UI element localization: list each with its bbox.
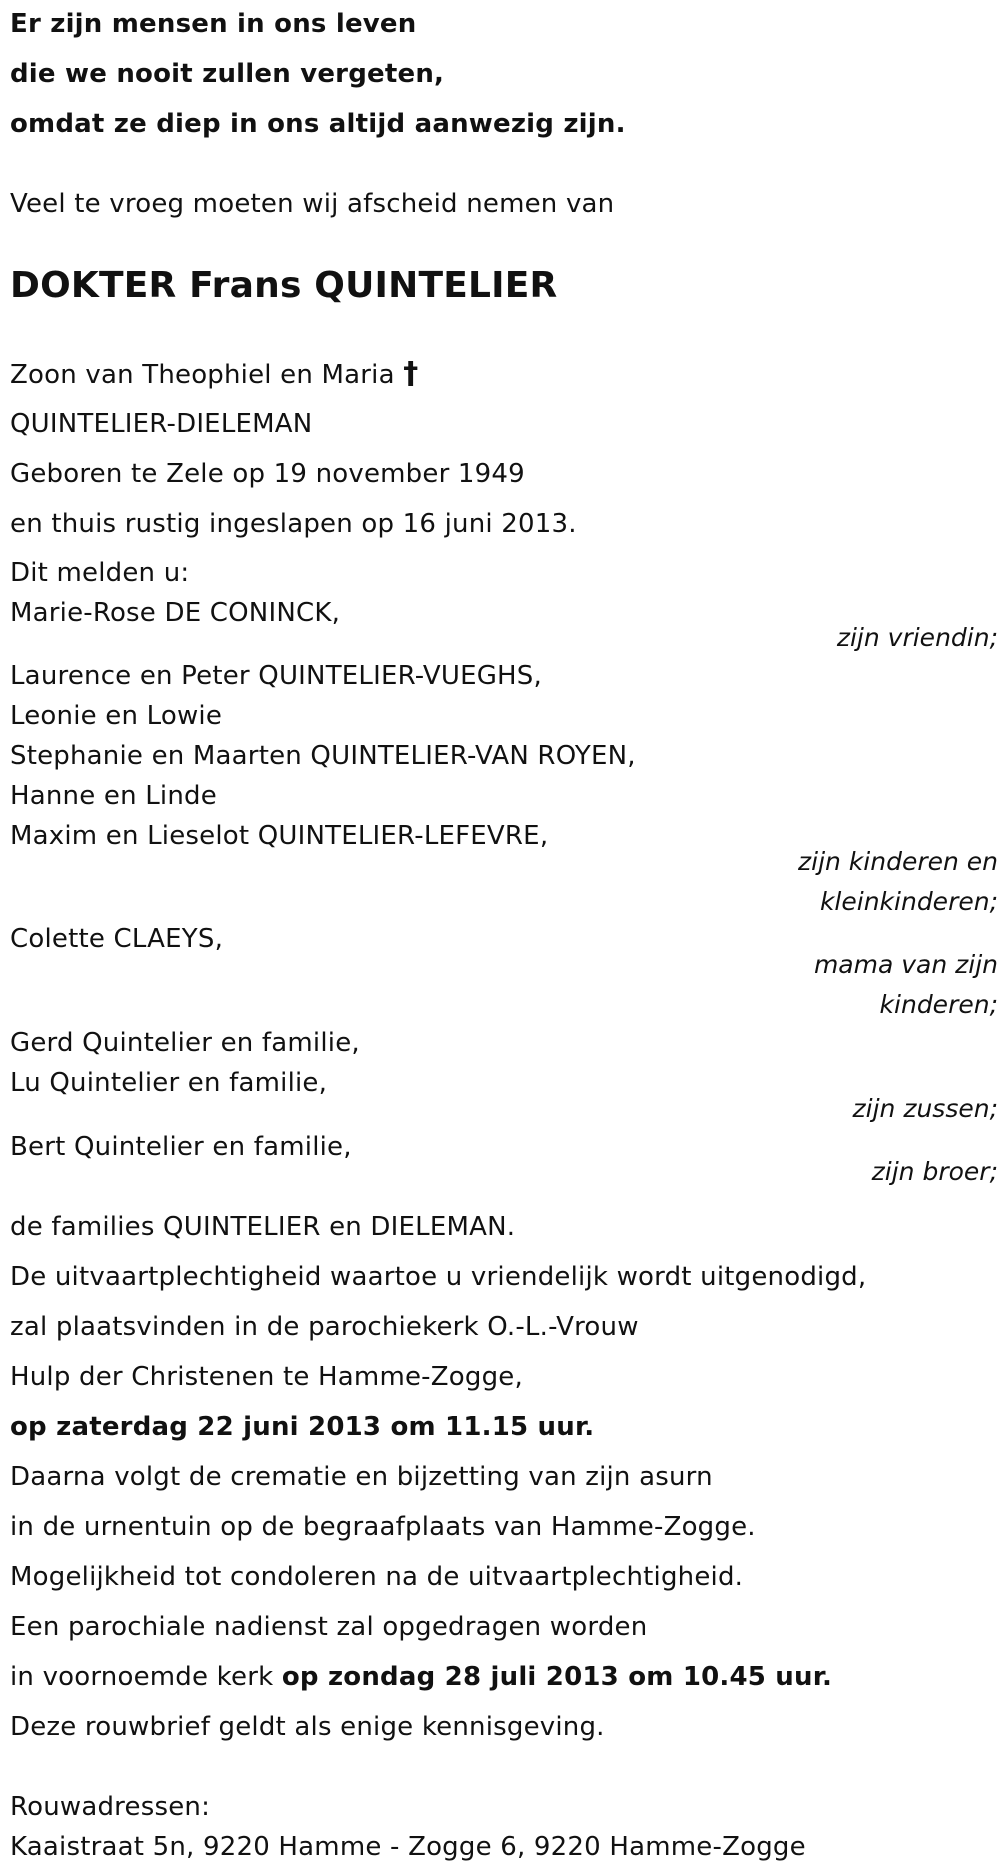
birth-line: Geboren te Zele op 19 november 1949 (10, 459, 525, 489)
ceremony-line-9 (10, 1660, 832, 1694)
ceremony-line-10: Deze rouwbrief geldt als enige kennisgeving. (10, 1712, 605, 1742)
ceremony-line-8: Een parochiale nadienst zal opgedragen worden (10, 1612, 648, 1642)
relation-1: zijn vriendin; (836, 623, 998, 652)
mourner-5: Hanne en Linde (10, 781, 217, 811)
ceremony-date: op zaterdag 22 juni 2013 om 11.15 uur. (10, 1412, 595, 1442)
ceremony-line-3: Hulp der Christenen te Hamme-Zogge, (10, 1362, 523, 1392)
memorial-service-date: op zondag 28 juli 2013 om 10.45 uur. (281, 1662, 833, 1692)
mourner-10: Bert Quintelier en familie, (10, 1132, 352, 1162)
ceremony-line-5: Daarna volgt de crematie en bijzetting van zijn asurn (10, 1462, 713, 1492)
son-of-text: Zoon van Theophiel en Maria (10, 360, 395, 390)
mourner-1: Marie-Rose DE CONINCK, (10, 598, 341, 628)
ceremony-line-9-text: in voornoemde kerk (10, 1662, 282, 1692)
ceremony-line-1: De uitvaartplechtigheid waartoe u vriendelijk wordt uitgenodigd, (10, 1262, 867, 1292)
son-of-line (10, 357, 418, 392)
parents-surname: QUINTELIER-DIELEMAN (10, 409, 313, 439)
relation-2b: kleinkinderen; (819, 887, 998, 916)
verse-line-1: Er zijn mensen in ons leven (10, 9, 417, 39)
relation-3b: kinderen; (879, 990, 998, 1019)
mourner-7: Colette CLAEYS, (10, 924, 224, 954)
mourner-6: Maxim en Lieselot QUINTELIER-LEFEVRE, (10, 821, 549, 851)
obituary-page (10, 0, 998, 1874)
deceased-name: DOKTER Frans QUINTELIER (10, 265, 558, 306)
mourner-2: Laurence en Peter QUINTELIER-VUEGHS, (10, 661, 542, 691)
relation-4: zijn zussen; (852, 1094, 998, 1123)
cross-icon: † (403, 356, 419, 391)
verse-line-3: omdat ze diep in ons altijd aanwezig zijn. (10, 109, 626, 139)
mourner-8: Gerd Quintelier en familie, (10, 1028, 360, 1058)
relation-3a: mama van zijn (813, 950, 998, 979)
death-line: en thuis rustig ingeslapen op 16 juni 2013. (10, 509, 577, 539)
mourner-9: Lu Quintelier en familie, (10, 1068, 328, 1098)
ceremony-line-6: in de urnentuin op de begraafplaats van Hamme-Zogge. (10, 1512, 756, 1542)
mourner-3: Leonie en Lowie (10, 701, 223, 731)
ceremony-line-7: Mogelijkheid tot condoleren na de uitvaartplechtigheid. (10, 1562, 744, 1592)
ceremony-line-2: zal plaatsvinden in de parochiekerk O.-L.-Vrouw (10, 1312, 639, 1342)
mourner-4: Stephanie en Maarten QUINTELIER-VAN ROYEN, (10, 741, 636, 771)
relation-5: zijn broer; (871, 1157, 998, 1186)
announce-line: Dit melden u: (10, 558, 190, 588)
mourner-11: de families QUINTELIER en DIELEMAN. (10, 1212, 516, 1242)
relation-2a: zijn kinderen en (798, 847, 998, 876)
addresses-value: Kaaistraat 5n, 9220 Hamme - Zogge 6, 9220 Hamme-Zogge (10, 1832, 806, 1862)
verse-line-2: die we nooit zullen vergeten, (10, 59, 445, 89)
intro-text: Veel te vroeg moeten wij afscheid nemen van (10, 189, 615, 219)
addresses-label: Rouwadressen: (10, 1792, 211, 1822)
